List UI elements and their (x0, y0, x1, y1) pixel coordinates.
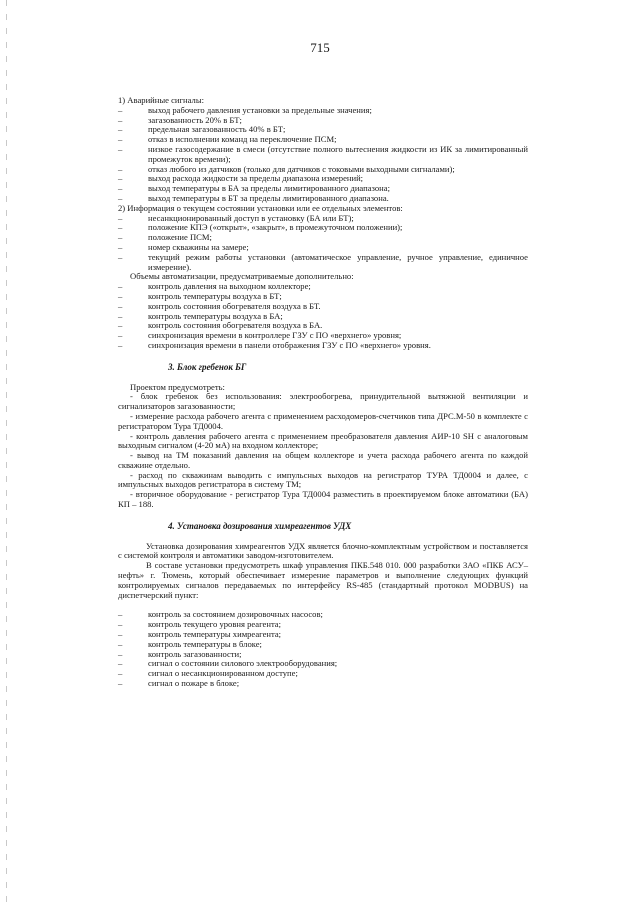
section-3-paragraph: - блок гребенок без использования: электрообогрева, принудительной вытяжной вентиляции и сигнализаторов загазованности; (118, 391, 528, 412)
list-item: – контроль состояния обогревателя воздуха в БТ. (118, 302, 528, 312)
list-item: – контроль текущего уровня реагента; (118, 620, 528, 630)
list-item: – отказ в исполнении команд на переключение ПСМ; (118, 135, 528, 145)
document-body (118, 96, 528, 689)
alarms-heading: 1) Аварийные сигналы: (118, 95, 204, 105)
udh-functions-list (118, 610, 528, 688)
list-item: – контроль температуры химреагента; (118, 630, 528, 640)
info-heading: 2) Информация о текущем состоянии установки или ее отдельных элементов: (118, 202, 403, 213)
list-item: – выход температуры в БТ за пределы лимитированного диапазона. (118, 194, 528, 204)
extra-heading: Объемы автоматизации, предусматриваемые дополнительно: (130, 271, 354, 282)
list-item: – положение ПСМ; (118, 233, 528, 243)
section-3-title: 3. Блок гребенок БГ (168, 361, 247, 372)
section-3-paragraph: - контроль давления рабочего агента с применением преобразователя давления АИР-10 SH с аналоговым выходным сигналом (4-20 мА) на входном коллекторе; (118, 430, 528, 451)
page-number: 715 (310, 40, 330, 55)
alarms-list (118, 106, 528, 204)
section-3-intro: Проектом предусмотреть: (130, 381, 225, 392)
list-item: – сигнал о состоянии силового электрооборудования; (118, 659, 528, 669)
list-item: – сигнал о несанкционированном доступе; (118, 669, 528, 679)
extra-list (118, 282, 528, 351)
list-item: – положение КПЭ («открыт», «закрыт», в промежуточном положении); (118, 223, 528, 233)
list-item: – контроль температуры воздуха в БА; (118, 312, 528, 322)
section-3-paragraph: - расход по скважинам выводить с импульсных выходов на регистратор ТУРА ТД0004 и далее, с импульсных выходов регистратора в систему ТМ; (118, 469, 528, 490)
list-item: – низкое газосодержание в смеси (отсутствие полного вытеснения жидкости из ИК за лимитированный промежуток времени); (118, 145, 528, 165)
section-3-paragraph: - измерение расхода рабочего агента с применением расходомеров-счетчиков типа ДРС.М-50 в комплекте с регистратором Тура ТД0004. (118, 410, 528, 431)
list-item: – контроль состояния обогревателя воздуха в БА. (118, 321, 528, 331)
list-item: – контроль температуры воздуха в БТ; (118, 292, 528, 302)
section-4-paragraph: В составе установки предусмотреть шкаф управления ПКБ.548 010. 000 разработки ЗАО «ПКБ АСУ–нефть» г. Тюмень, который обеспечивает измерение параметров и выполнение следующих функций контролируемых сигналов передаваемых по интерфейсу RS-485 (стандартный протокол MODBUS) на диспетчерский пункт: (118, 560, 528, 600)
list-item: – несанкционированный доступ в установку (БА или БТ); (118, 214, 528, 224)
list-item: – выход расхода жидкости за пределы диапазона измерений; (118, 174, 528, 184)
list-item: – выход температуры в БА за пределы лимитированного диапазона; (118, 184, 528, 194)
list-item: – отказ любого из датчиков (только для датчиков с токовыми выходными сигналами); (118, 165, 528, 175)
list-item: – контроль за состоянием дозировочных насосов; (118, 610, 528, 620)
section-3-paragraph: - вторичное оборудование - регистратор Тура ТД0004 разместить в проектируемом блоке автоматики (БА) КП – 188. (118, 489, 528, 510)
section-4-title: 4. Установка дозирования химреагентов УДХ (168, 520, 352, 531)
list-item: – контроль температуры в блоке; (118, 640, 528, 650)
section-4-paragraph: Установка дозирования химреагентов УДХ является блочно-комплектным устройством и поставляется с системой контроля и автоматики заводом-изготовителем. (118, 540, 528, 561)
list-item: – синхронизация времени в панели отображения ГЗУ с ПО «верхнего» уровня. (118, 341, 528, 351)
info-list (118, 214, 528, 273)
list-item: – выход рабочего давления установки за предельные значения; (118, 106, 528, 116)
list-item: – предельная загазованность 40% в БТ; (118, 125, 528, 135)
section-3-paragraph: - вывод на ТМ показаний давления на общем коллекторе и учета расхода рабочего агента по каждой скважине отдельно. (118, 450, 528, 470)
list-item: – контроль загазованности; (118, 650, 528, 660)
list-item: – текущий режим работы установки (автоматическое управление, ручное управление, единичное измерение). (118, 253, 528, 273)
list-item: – сигнал о пожаре в блоке; (118, 679, 528, 689)
list-item: – синхронизация времени в контроллере ГЗУ с ПО «верхнего» уровня; (118, 331, 528, 341)
list-item: – контроль давления на выходном коллекторе; (118, 282, 528, 292)
list-item: – номер скважины на замере; (118, 243, 528, 253)
list-item: – загазованность 20% в БТ; (118, 116, 528, 126)
scan-edge-artifact (6, 0, 7, 905)
